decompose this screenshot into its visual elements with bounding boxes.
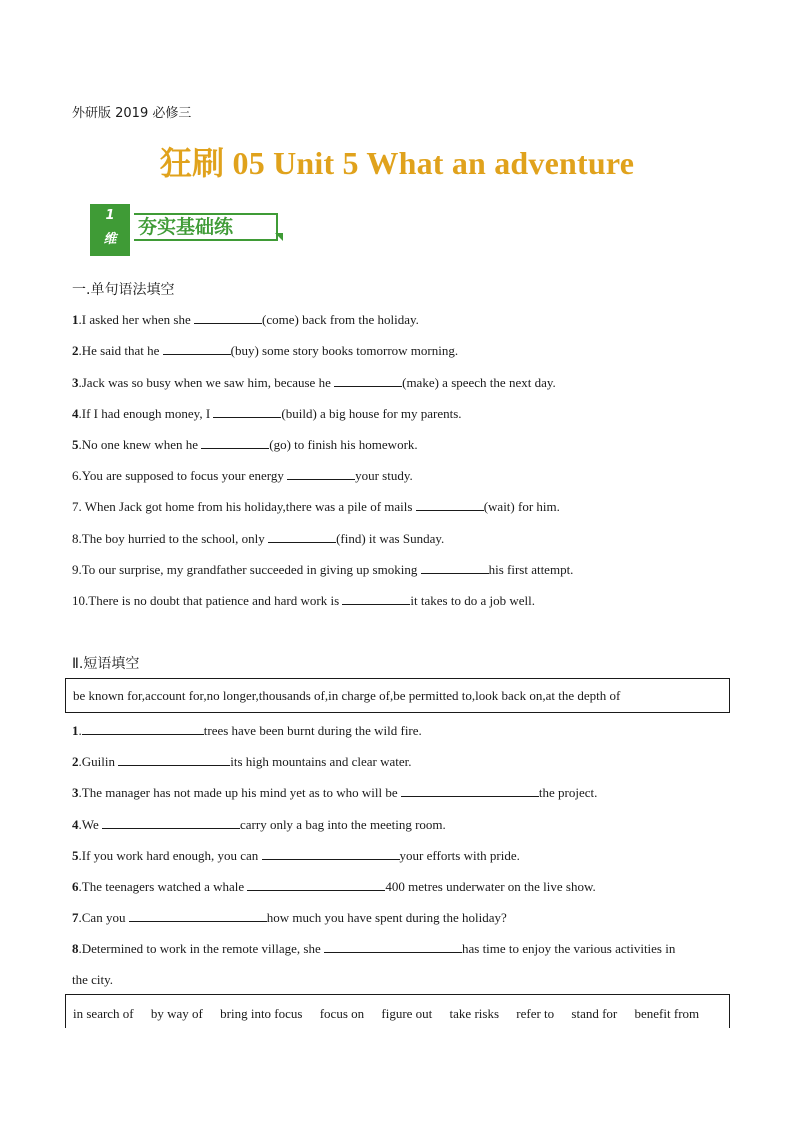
item-number: 8 xyxy=(72,531,79,546)
item-text-after: (buy) some story books tomorrow morning. xyxy=(230,343,459,358)
item-text-before: When Jack got home from his holiday,there was a pile of mails xyxy=(81,499,416,514)
list-item: 7.Can you how much you have spent during the holiday? xyxy=(72,910,507,925)
item-text-after: carry only a bag into the meeting room. xyxy=(240,817,446,832)
phrase-word: in search of xyxy=(73,1006,134,1021)
item-text-before: Determined to work in the remote village, she xyxy=(81,941,324,956)
item-text-after: its high mountains and clear water. xyxy=(230,754,412,769)
item-number: 2 xyxy=(72,343,79,358)
answer-blank[interactable] xyxy=(82,722,204,735)
badge-corner-decoration xyxy=(275,233,283,241)
answer-blank[interactable] xyxy=(213,405,281,418)
list-item: 6.You are supposed to focus your energy your study. xyxy=(72,468,413,483)
answer-blank[interactable] xyxy=(129,909,267,922)
item-text-after: his first attempt. xyxy=(488,562,574,577)
list-item: 5.If you work hard enough, you can your efforts with pride. xyxy=(72,848,520,863)
list-item: 2.Guilin its high mountains and clear water. xyxy=(72,754,412,769)
item-number: 6 xyxy=(72,468,79,483)
item-text-before: I asked her when she xyxy=(81,312,195,327)
item-text-before: Can you xyxy=(81,910,129,925)
edition-label: 外研版 2019 必修三 xyxy=(72,106,192,121)
item-text-after: 400 metres underwater on the live show. xyxy=(385,879,596,894)
item-text-before: The manager has not made up his mind yet as to who will be xyxy=(81,785,401,800)
badge-number-block xyxy=(90,204,130,256)
item-text-after: the project. xyxy=(538,785,598,800)
item-text-after: how much you have spent during the holiday? xyxy=(266,910,507,925)
badge-number: 1 xyxy=(105,208,115,223)
answer-blank[interactable] xyxy=(118,753,230,766)
item-text-after: (find) it was Sunday. xyxy=(336,531,445,546)
worksheet-title: 狂刷 05 Unit 5 What an adventure xyxy=(159,145,635,181)
list-item: 9.To our surprise, my grandfather succeeded in giving up smoking his first attempt. xyxy=(72,562,574,577)
item-text-before: If I had enough money, I xyxy=(81,406,214,421)
item-text-after: (build) a big house for my parents. xyxy=(281,406,462,421)
item-number: 7 xyxy=(72,499,79,514)
list-item: 8.The boy hurried to the school, only (find) it was Sunday. xyxy=(72,531,445,546)
answer-blank[interactable] xyxy=(416,498,484,511)
list-item: 6.The teenagers watched a whale 400 metres underwater on the live show. xyxy=(72,879,596,894)
item-text-before: Jack was so busy when we saw him, because he xyxy=(81,375,335,390)
item-number: 4 xyxy=(72,817,79,832)
list-item: 5.No one knew when he (go) to finish his homework. xyxy=(72,437,418,452)
badge-label: 夯实基础练 xyxy=(134,213,278,241)
list-item: 10.There is no doubt that patience and hard work is it takes to do a job well. xyxy=(72,593,535,608)
phrase-word: take risks xyxy=(449,1006,500,1021)
answer-blank[interactable] xyxy=(163,342,231,355)
phrase-bank-2 xyxy=(65,994,730,1028)
list-item: 3.The manager has not made up his mind yet as to who will be the project. xyxy=(72,785,598,800)
list-item: 4.If I had enough money, I (build) a big house for my parents. xyxy=(72,406,462,421)
phrase-word: refer to xyxy=(516,1006,555,1021)
item-text-after: trees have been burnt during the wild fire. xyxy=(203,723,422,738)
item-number: 8 xyxy=(72,941,79,956)
item-text-after: it takes to do a job well. xyxy=(410,593,535,608)
item-number: 6 xyxy=(72,879,79,894)
list-item: 1. trees have been burnt during the wild fire. xyxy=(72,723,422,738)
list-item: 7. When Jack got home from his holiday,there was a pile of mails (wait) for him. xyxy=(72,499,560,514)
list-item: 3.Jack was so busy when we saw him, because he (make) a speech the next day. xyxy=(72,375,556,390)
item-text-after: your study. xyxy=(355,468,413,483)
answer-blank[interactable] xyxy=(268,530,336,543)
item-number: 9 xyxy=(72,562,79,577)
item-text-after: (go) to finish his homework. xyxy=(269,437,418,452)
item-number: 2 xyxy=(72,754,79,769)
badge-unit-char: 维 xyxy=(103,232,117,247)
phrase-bank: be known for,account for,no longer,thousands of,in charge of,be permitted to,look back on,at the depth of xyxy=(65,678,730,713)
item-number: 3 xyxy=(72,375,79,390)
item-text-before: If you work hard enough, you can xyxy=(81,848,262,863)
answer-blank[interactable] xyxy=(201,436,269,449)
answer-blank[interactable] xyxy=(262,847,400,860)
item-text-before: There is no doubt that patience and hard work is xyxy=(88,593,343,608)
section2-heading: Ⅱ.短语填空 xyxy=(72,656,140,672)
answer-blank[interactable] xyxy=(287,467,355,480)
list-item: 2.He said that he (buy) some story books tomorrow morning. xyxy=(72,343,459,358)
item-text-before: We xyxy=(81,817,102,832)
phrase-word: by way of xyxy=(150,1006,203,1021)
item-text-after: has time to enjoy the various activities in xyxy=(461,941,676,956)
item-text-after: your efforts with pride. xyxy=(399,848,520,863)
item-text-before: The boy hurried to the school, only xyxy=(81,531,269,546)
section1-heading: 一.单句语法填空 xyxy=(72,282,175,298)
item-text-after: (wait) for him. xyxy=(483,499,560,514)
phrase-word: focus on xyxy=(319,1006,365,1021)
list-item: 1.I asked her when she (come) back from the holiday. xyxy=(72,312,419,327)
list-item: 4.We carry only a bag into the meeting room. xyxy=(72,817,446,832)
item-text-before: You are supposed to focus your energy xyxy=(81,468,288,483)
item-text-after: (come) back from the holiday. xyxy=(262,312,419,327)
answer-blank[interactable] xyxy=(324,940,462,953)
phrase-word: figure out xyxy=(381,1006,433,1021)
item-text-before: Guilin xyxy=(81,754,119,769)
list-item-continuation: the city. xyxy=(72,972,114,987)
section-badge xyxy=(90,204,288,256)
item-number: 3 xyxy=(72,785,79,800)
item-number: 10 xyxy=(72,593,85,608)
item-text-before: To our surprise, my grandfather succeeded in giving up smoking xyxy=(81,562,421,577)
item-text-before: The teenagers watched a whale xyxy=(81,879,248,894)
answer-blank[interactable] xyxy=(421,561,489,574)
item-number: 5 xyxy=(72,848,79,863)
answer-blank[interactable] xyxy=(401,784,539,797)
list-item: 8.Determined to work in the remote village, she has time to enjoy the various activities in xyxy=(72,941,676,956)
item-text-after: (make) a speech the next day. xyxy=(402,375,556,390)
answer-blank[interactable] xyxy=(194,311,262,324)
phrase-word: stand for xyxy=(571,1006,618,1021)
answer-blank[interactable] xyxy=(334,374,402,387)
item-number: 5 xyxy=(72,437,79,452)
phrase-word: benefit from xyxy=(634,1006,700,1021)
answer-blank[interactable] xyxy=(102,816,240,829)
item-text-before: He said that he xyxy=(81,343,163,358)
phrase-word: bring into focus xyxy=(220,1006,303,1021)
item-number: 1 xyxy=(72,312,79,327)
answer-blank[interactable] xyxy=(342,592,410,605)
item-text-before: No one knew when he xyxy=(81,437,202,452)
item-number: 1 xyxy=(72,723,79,738)
answer-blank[interactable] xyxy=(247,878,385,891)
item-number: 7 xyxy=(72,910,79,925)
item-number: 4 xyxy=(72,406,79,421)
